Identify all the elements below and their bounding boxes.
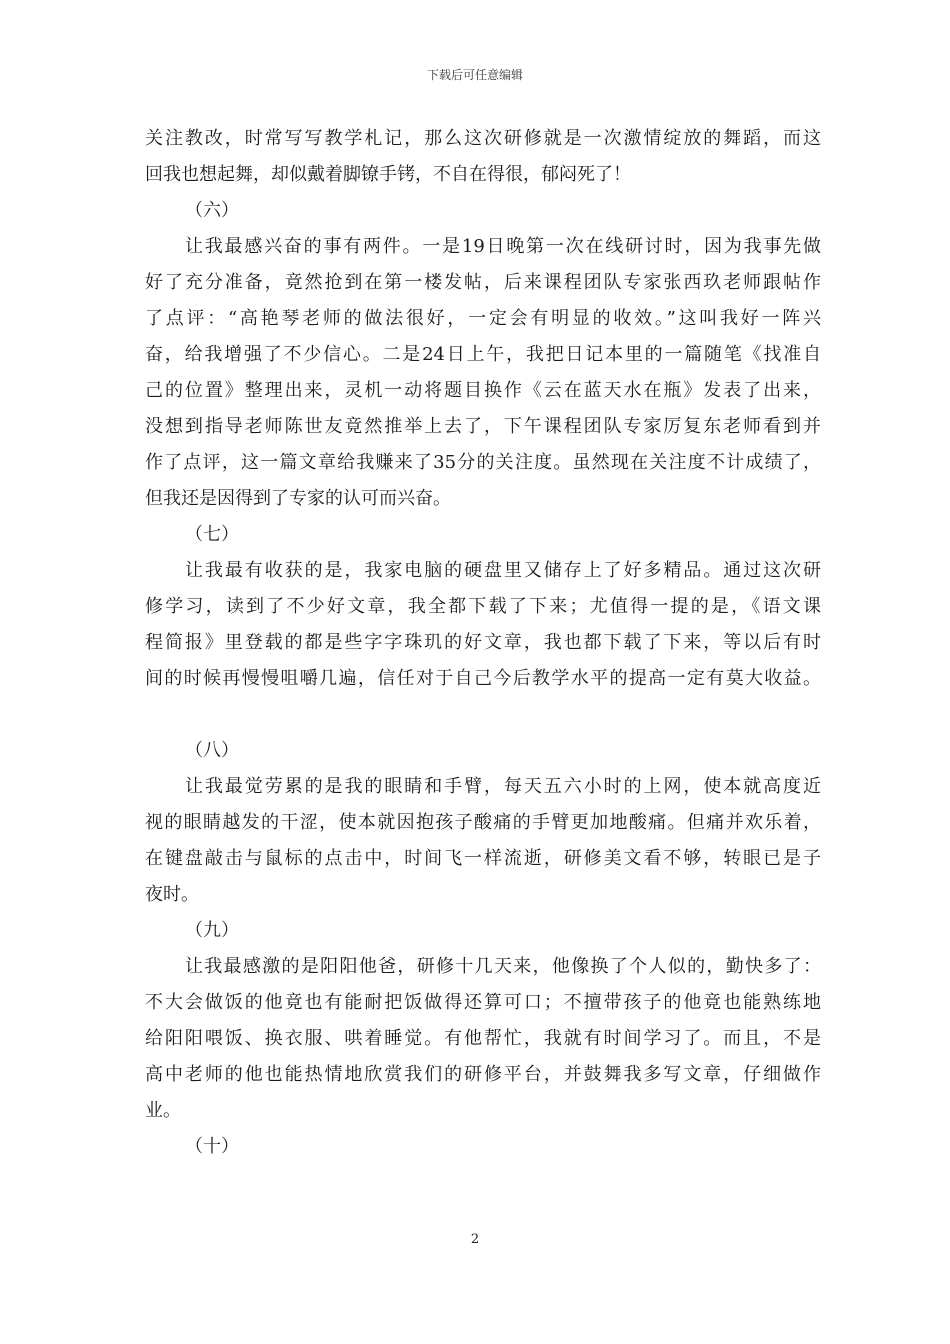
text-line: 让我最感激的是阳阳他爸，研修十几天来，他像换了个人似的，勤快多了： xyxy=(185,956,821,977)
section-heading: （七） xyxy=(185,524,239,545)
text-line: 没想到指导老师陈世友竟然推举上去了，下午课程团队专家厉复东老师看到并 xyxy=(145,416,821,437)
text-line: 作了点评，这一篇文章给我赚来了35分的关注度。虽然现在关注度不计成绩了， xyxy=(145,452,821,473)
text-line: 好了充分准备，竟然抢到在第一楼发帖，后来课程团队专家张西玖老师跟帖作 xyxy=(145,272,821,293)
text-line: 在键盘敲击与鼠标的点击中，时间飞一样流逝，研修美文看不够，转眼已是子 xyxy=(145,848,821,869)
page-number: 2 xyxy=(470,1232,480,1247)
text-line: 了点评：“高艳琴老师的做法很好，一定会有明显的收效。”这叫我好一阵兴 xyxy=(145,308,821,329)
text-line: 让我最有收获的是，我家电脑的硬盘里又储存上了好多精品。通过这次研 xyxy=(185,560,821,581)
text-line: 关注教改，时常写写教学札记，那么这次研修就是一次激情绽放的舞蹈，而这 xyxy=(145,128,821,149)
text-line: 己的位置》整理出来，灵机一动将题目换作《云在蓝天水在瓶》发表了出来， xyxy=(145,380,821,401)
document-body xyxy=(145,121,821,1165)
paragraph-gap xyxy=(145,697,821,733)
text-line: 夜时。 xyxy=(145,884,199,905)
section-heading: （九） xyxy=(185,920,239,941)
text-line: 视的眼睛越发的干涩，使本就因抱孩子酸痛的手臂更加地酸痛。但痛并欢乐着， xyxy=(145,812,821,833)
page-header: 下载后可任意编辑 xyxy=(426,68,523,82)
text-line: 不大会做饭的他竟也有能耐把饭做得还算可口；不擅带孩子的他竟也能熟练地 xyxy=(145,992,821,1013)
text-line: 高中老师的他也能热情地欣赏我们的研修平台，并鼓舞我多写文章，仔细做作 xyxy=(145,1064,821,1085)
section-heading: （十） xyxy=(185,1136,239,1157)
text-line: 奋，给我增强了不少信心。二是24日上午，我把日记本里的一篇随笔《找准自 xyxy=(145,344,821,365)
text-line: 但我还是因得到了专家的认可而兴奋。 xyxy=(145,488,451,509)
text-line: 让我最感兴奋的事有两件。一是19日晚第一次在线研讨时，因为我事先做 xyxy=(185,236,821,257)
text-line: 程简报》里登载的都是些字字珠玑的好文章，我也都下载了下来，等以后有时 xyxy=(145,632,821,653)
section-heading: （六） xyxy=(185,200,239,221)
text-line: 让我最觉劳累的是我的眼睛和手臂，每天五六小时的上网，使本就高度近 xyxy=(185,776,821,797)
text-line: 修学习，读到了不少好文章，我全都下载了下来；尤值得一提的是，《语文课 xyxy=(145,596,821,617)
text-line: 间的时候再慢慢咀嚼几遍，信任对于自己今后教学水平的提高一定有莫大收益。 xyxy=(145,668,821,689)
text-line: 回我也想起舞，却似戴着脚镣手铐，不自在得很，郁闷死了！ xyxy=(145,164,631,185)
text-line: 给阳阳喂饭、换衣服、哄着睡觉。有他帮忙，我就有时间学习了。而且，不是 xyxy=(145,1028,821,1049)
text-line: 业。 xyxy=(145,1100,181,1121)
section-heading: （八） xyxy=(185,740,239,761)
